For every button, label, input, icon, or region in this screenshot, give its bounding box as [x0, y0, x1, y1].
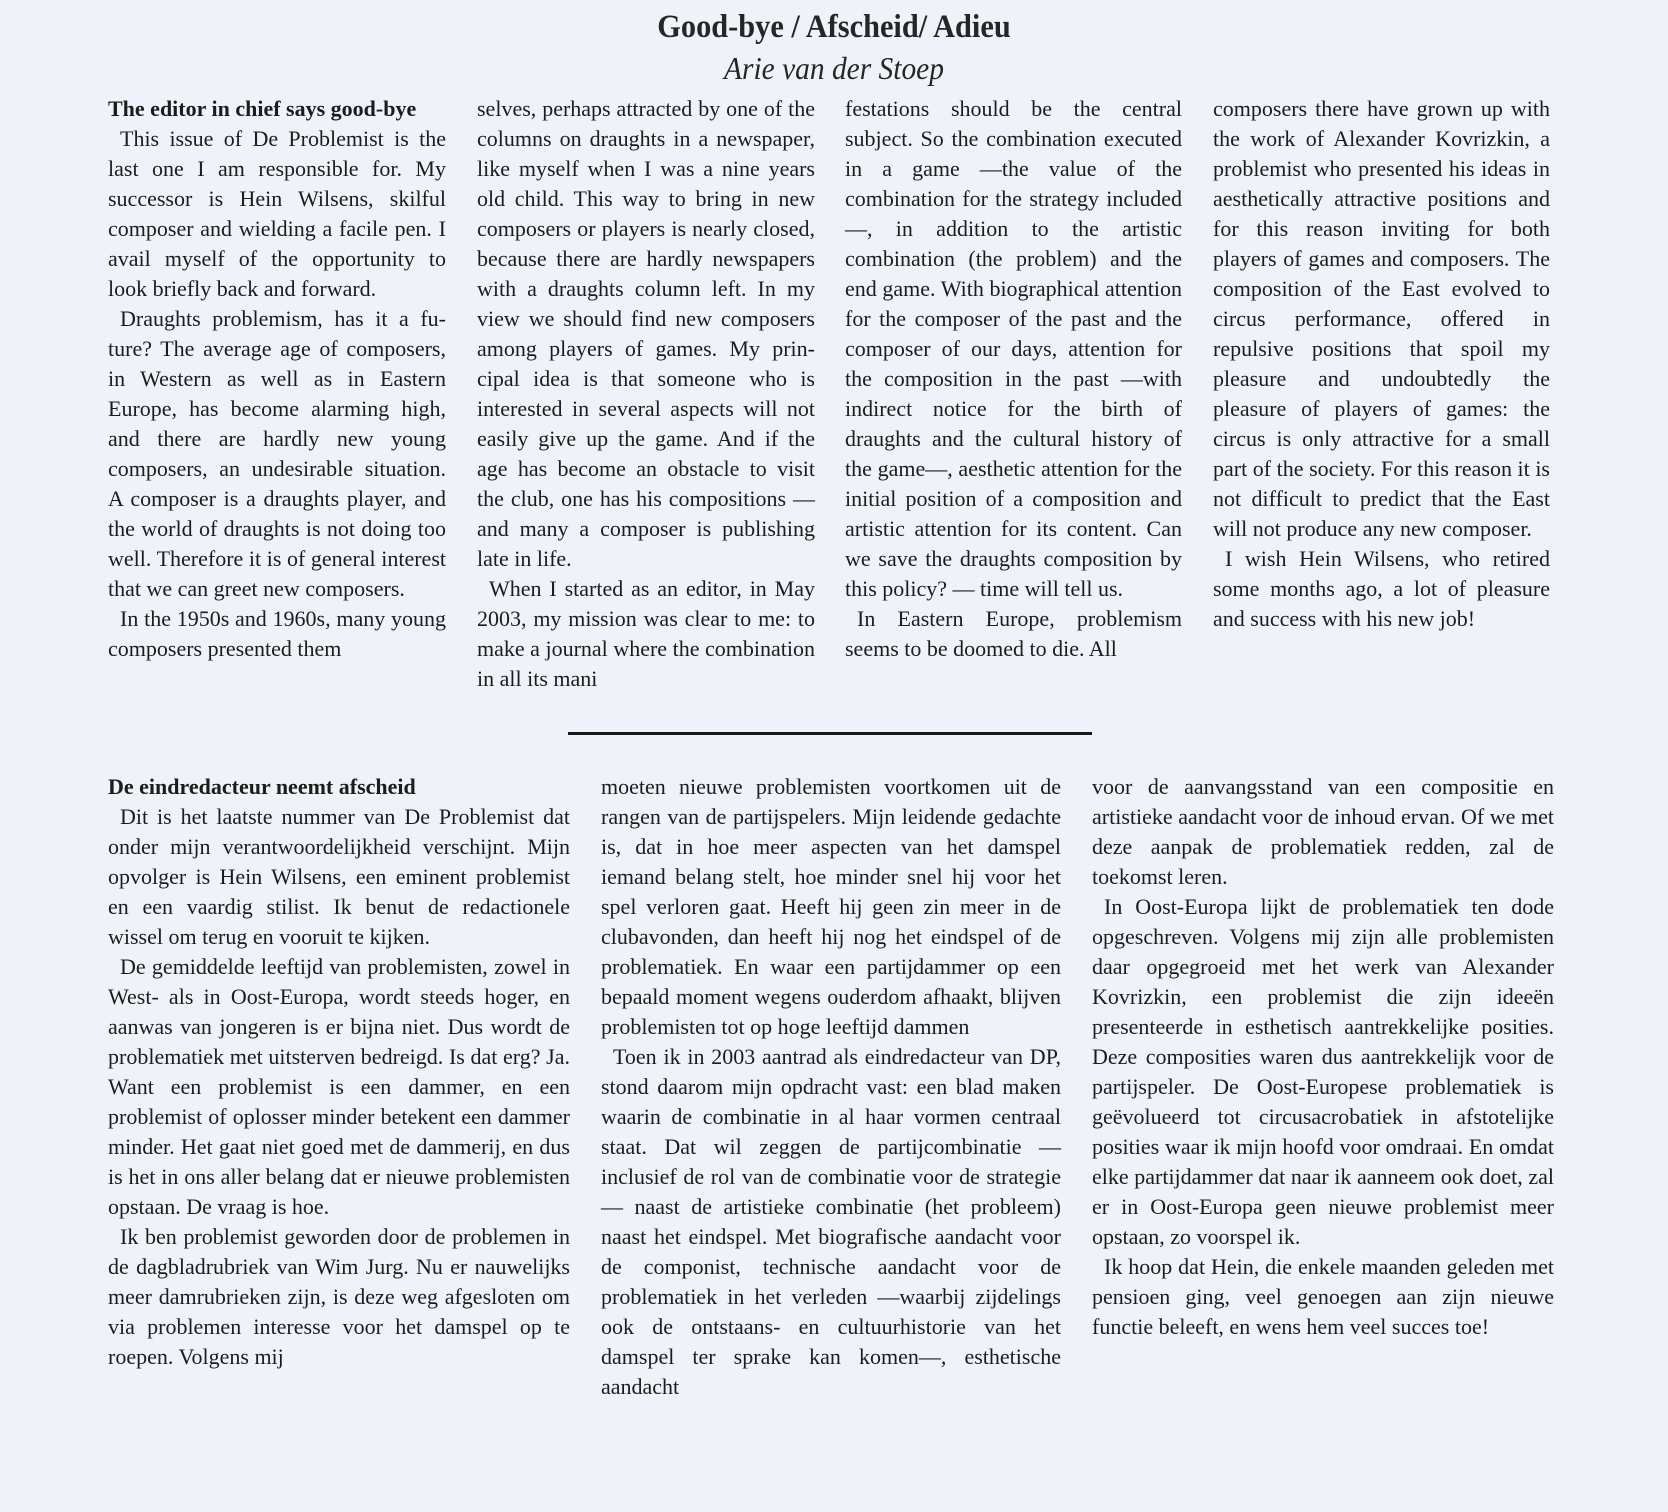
paragraph: selves, perhaps attracted by one of the columns on draughts in a newspaper, like myself when I was a nine years old child. This way to bring in new composers or players is nearly closed, because there are hardly newspapers with a draughts column left. In my view we should find new composers among players of games. My principal idea is that someone who is interested in several aspects will not easily give up the game. And if the age has become an obstacle to visit the club, one has his compositions — and many a composer is publishing late in life. — [477, 96, 815, 571]
english-column-2 — [477, 94, 815, 694]
article-title: Good-bye / Afscheid/ Adieu — [657, 9, 1011, 45]
paragraph: Draughts problemism, has it a future? The average age of composers, in Western as well as in Eastern Europe, has become alarming high, and there are hardly new young composers, an undesirable situation. A composer is a draughts player, and the world of draughts is not doing too well. Therefore it is of general interest that we can greet new composers. — [108, 306, 446, 601]
paragraph: In Oost-Europa lijkt de problematiek ten dode opgeschreven. Volgens mij zijn alle problemisten daar opgegroeid met het werk van Alexander Kovrizkin, een problemist die zijn ideeën presenteerde in esthetisch aantrekkelijke posities. Deze composities waren dus aantrekkelijk voor de partijspeler. De Oost-Europese problematiek is geëvolueerd tot circusacrobatiek in afstotelijke posities waar ik mijn hoofd voor omdraai. En omdat elke partijdammer dat naar ik aanneem ook doet, zal er in Oost-Europa geen nieuwe problemist meer opstaan, zo voorspel ik. — [1092, 894, 1554, 1249]
article-author: Arie van der Stoep — [724, 50, 944, 86]
paragraph: Toen ik in 2003 aantrad als eindredacteur van DP, stond daarom mijn opdracht vast: een blad maken waarin de combinatie in al haar vormen centraal staat. Dat wil zeggen de partijcombinatie —inclusief de rol van de combinatie voor de strategie— naast de artistieke combinatie (het probleem) naast het eindspel. Met biografische aandacht voor de componist, technische aandacht voor de problematiek in het verleden —waarbij zijdelings ook de ontstaans- en cultuurhistorie van het damspel ter sprake kan komen—, esthetische aandacht — [601, 1044, 1061, 1399]
english-column-4 — [1213, 94, 1550, 634]
dutch-heading: De eindredacteur neemt afscheid — [108, 774, 416, 799]
paragraph: moeten nieuwe problemisten voortkomen uit de rangen van de partijspelers. Mijn leidende gedachte is, dat in hoe meer aspecten van het damspel iemand belang stelt, hoe minder snel hij voor het spel verloren gaat. Heeft hij geen zin meer in de clubavonden, dan heeft hij nog het eindspel of de problematiek. En waar een partijdammer op een bepaald moment wegens ouderdom afhaakt, blijven problemisten tot op hoge leeftijd dammen — [601, 774, 1061, 1039]
english-heading: The editor in chief says good-bye — [108, 96, 417, 121]
paragraph: Ik hoop dat Hein, die enkele maanden geleden met pensioen ging, veel genoegen aan zijn nieuwe functie beleeft, en wens hem veel succes toe! — [1092, 1254, 1554, 1339]
english-column-1 — [108, 94, 446, 664]
paragraph: I wish Hein Wilsens, who retired some months ago, a lot of pleasure and success with his new job! — [1213, 546, 1550, 631]
dutch-column-1 — [108, 772, 570, 1372]
paragraph: composers there have grown up with the work of Alexander Kovrizkin, a problemist who presented his ideas in aesthetically attractive positions and for this reason inviting for both players of games and composers. The composition of the East evolved to circus performance, offered in repulsive positions that spoil my pleasure and undoubtedly the pleasure of players of games: the circus is only attractive for a small part of the society. For this reason it is not difficult to predict that the East will not produce any new composer. — [1213, 96, 1550, 541]
section-divider — [568, 732, 1092, 735]
english-column-3 — [845, 94, 1182, 664]
dutch-column-3 — [1092, 772, 1554, 1342]
paragraph: Ik ben problemist geworden door de problemen in de dagbladrubriek van Wim Jurg. Nu er nauwelijks meer damrubrieken zijn, is deze weg afgesloten om via problemen interesse voor het damspel op te roepen. Volgens mij — [108, 1224, 570, 1369]
paragraph: In the 1950s and 1960s, many young composers presented them — [108, 606, 446, 661]
paragraph: When I started as an editor, in May 2003, my mission was clear to me: to make a journal where the combination in all its mani — [477, 576, 815, 691]
paragraph: De gemiddelde leeftijd van problemisten, zowel in West- als in Oost-Europa, wordt steeds hoger, en aanwas van jongeren is er bijna niet. Dus wordt de problematiek met uitsterven bedreigd. Is dat erg? Ja. Want een problemist is een dammer, en een problemist of oplosser minder betekent een dammer minder. Het gaat niet goed met de dammerij, en dus is het in ons aller belang dat er nieuwe problemisten opstaan. De vraag is hoe. — [108, 954, 570, 1219]
paragraph: Dit is het laatste nummer van De Problemist dat onder mijn verantwoordelijkheid verschijnt. Mijn opvolger is Hein Wilsens, een eminent problemist en een vaardig stilist. Ik benut de redactionele wissel om terug en vooruit te kijken. — [108, 804, 570, 949]
paragraph: This issue of De Problemist is the last one I am responsible for. My successor is Hein Wilsens, skilful composer and wielding a facile pen. I avail myself of the opportunity to look briefly back and forward. — [108, 126, 446, 301]
paragraph: festations should be the central subject. So the combination executed in a game —the value of the combination for the strategy included—, in addition to the artistic combination (the problem) and the end game. With biographical attention for the composer of the past and the composer of our days, attention for the composition in the past —with indirect notice for the birth of draughts and the cultural history of the game—, aesthetic attention for the initial position of a composition and artistic attention for its content. Can we save the draughts composition by this policy? — time will tell us. — [845, 96, 1182, 601]
paragraph: voor de aanvangsstand van een compositie en artistieke aandacht voor de inhoud ervan. Of we met deze aanpak de problematiek redden, zal de toekomst leren. — [1092, 774, 1554, 889]
paragraph: In Eastern Europe, problemism seems to be doomed to die. All — [845, 606, 1182, 661]
dutch-column-2 — [601, 772, 1061, 1402]
